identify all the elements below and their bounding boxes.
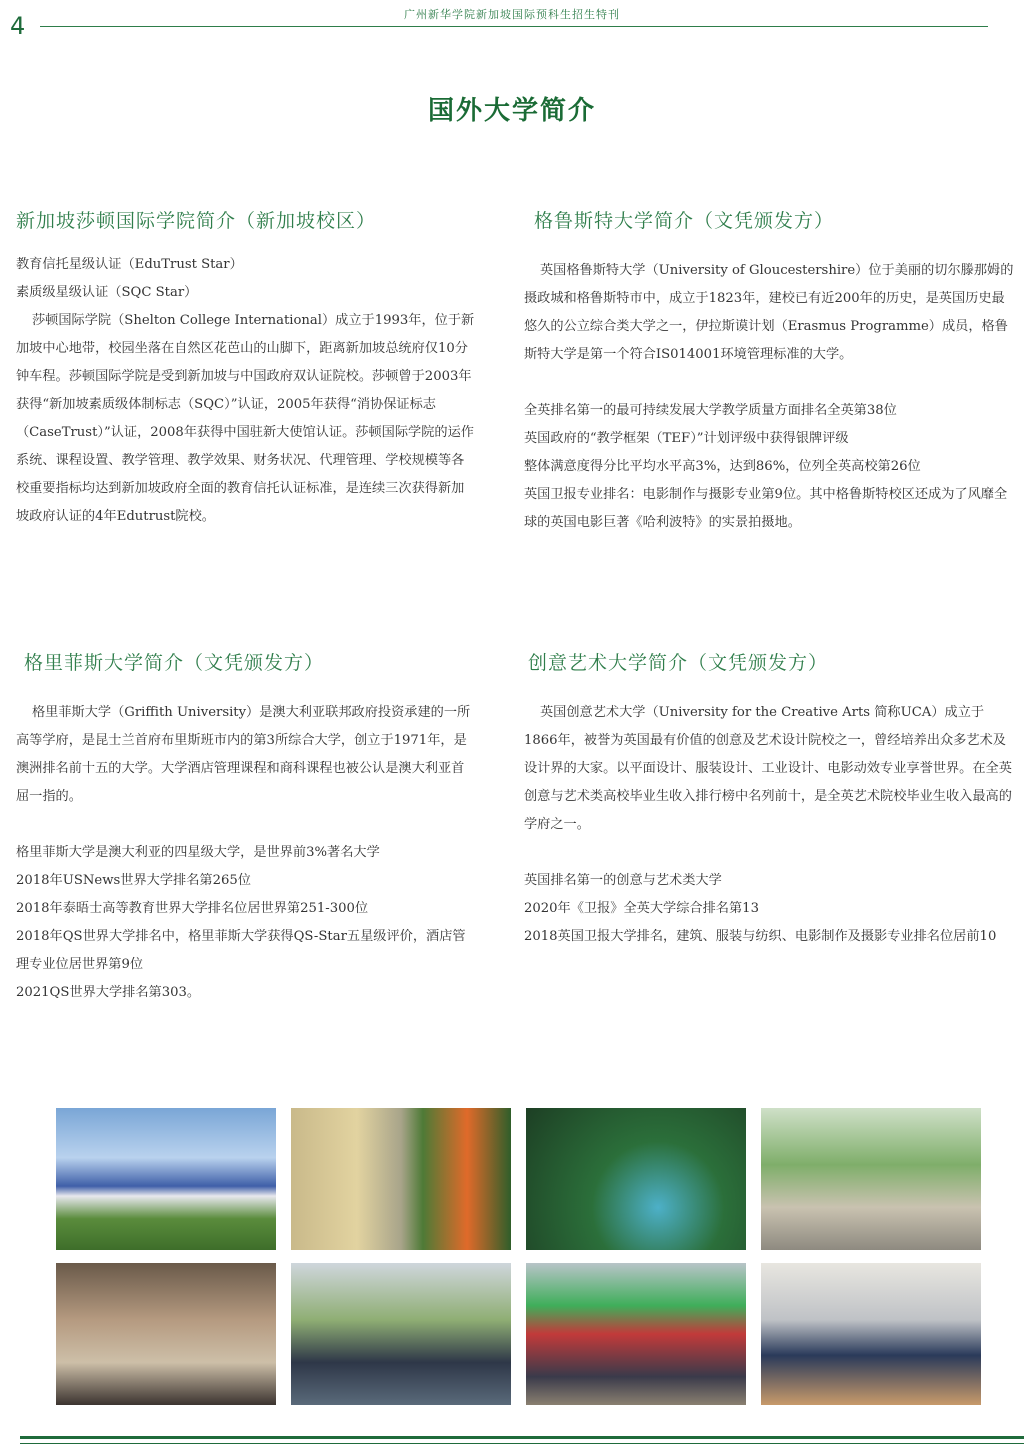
student-group-photo — [526, 1263, 746, 1405]
page-title: 国外大学简介 — [427, 96, 596, 126]
computer-lab-photo — [761, 1263, 981, 1405]
section-griffith — [16, 648, 476, 1007]
campus-building-photo — [56, 1108, 276, 1250]
header-title: 广州新华学院新加坡国际预科生招生特刊 — [404, 8, 620, 21]
list-item: 英国政府的“教学框架（TEF）”计划评级中获得银牌评级 — [524, 431, 849, 446]
section-creative-arts — [524, 648, 1014, 951]
list-item: 全英排名第一的最可持续发展大学教学质量方面排名全英第38位 — [524, 403, 897, 418]
list-item: 2021QS世界大学排名第303。 — [16, 985, 201, 1000]
paragraph: 莎顿国际学院（Shelton College International）成立于1993年，位于新加坡中心地带，校园坐落在自然区花芭山的山脚下，距离新加坡总统府仅10分钟车程。莎顿国际学院是受到新加坡与中国政府双认证院校。莎顿曾于2003年获得“新加坡素质级体制标志（SQC）”认证，2005年获得“消协保证标志（CaseTrust）”认证，2008年获得中国驻新大使馆认证。莎顿国际学院的运作系统、课程设置、教学管理、教学效果、财务状况、代理管理、学校规模等各校重要指标均达到新加坡政府全面的教育信托认证标准，是连续三次获得新加坡政府认证的4年Edutrust院校。 — [16, 313, 475, 524]
paragraph: 英国格鲁斯特大学（University of Gloucestershire）位于美丽的切尔滕那姆的摄政城和格鲁斯特市中，成立于1823年，建校已有近200年的历史，是英国历史最悠久的公立综合类大学之一，伊拉斯谟计划（Erasmus Programme）成员，格鲁斯特大学是第一个符合IS014001环境管理标准的大学。 — [524, 263, 1014, 362]
spacer — [524, 839, 1014, 867]
paragraph: 教育信托星级认证（EduTrust Star） — [16, 257, 243, 272]
list-item: 英国排名第一的创意与艺术类大学 — [524, 873, 722, 888]
list-item: 英国卫报专业排名：电影制作与摄影专业第9位。其中格鲁斯特校区还成为了风靡全球的英国电影巨著《哈利波特》的实景拍摄地。 — [524, 487, 1008, 530]
section-gloucestershire — [524, 206, 1014, 537]
section-heading: 创意艺术大学简介（文凭颁发方） — [528, 652, 829, 674]
section-heading: 格鲁斯特大学简介（文凭颁发方） — [534, 210, 835, 232]
list-item: 2018年USNews世界大学排名第265位 — [16, 873, 251, 888]
group-photo — [291, 1263, 511, 1405]
photo-gallery — [56, 1108, 984, 1405]
list-item: 格里菲斯大学是澳大利亚的四星级大学，是世界前3%著名大学 — [16, 845, 380, 860]
page-number: 4 — [10, 12, 26, 40]
footer-rule — [20, 1436, 1024, 1439]
student-activity-photo — [56, 1263, 276, 1405]
list-item: 整体满意度得分比平均水平高3%，达到86%，位列全英高校第26位 — [524, 459, 921, 474]
basketball-court-photo — [761, 1108, 981, 1250]
footer-rule-thin — [20, 1443, 1024, 1444]
film-class-photo — [526, 1108, 746, 1250]
spacer — [16, 811, 476, 839]
list-item: 2018英国卫报大学排名，建筑、服装与纺织、电影制作及摄影专业排名位居前10 — [524, 929, 997, 944]
section-heading: 格里菲斯大学简介（文凭颁发方） — [24, 652, 325, 674]
list-item: 2020年《卫报》全英大学综合排名第13 — [524, 901, 759, 916]
campus-courtyard-photo — [291, 1108, 511, 1250]
list-item: 2018年泰晤士高等教育世界大学排名位居世界第251-300位 — [16, 901, 369, 916]
section-shelton-college — [16, 206, 476, 531]
section-heading: 新加坡莎顿国际学院简介（新加坡校区） — [16, 210, 377, 232]
paragraph: 格里菲斯大学（Griffith University）是澳大利亚联邦政府投资承建的一所高等学府，是昆士兰首府布里斯班市内的第3所综合大学，创立于1971年，是澳洲排名前十五的大学。大学酒店管理课程和商科课程也被公认是澳大利亚首屈一指的。 — [16, 705, 471, 804]
header-rule — [40, 26, 988, 27]
spacer — [524, 369, 1014, 397]
list-item: 2018年QS世界大学排名中，格里菲斯大学获得QS-Star五星级评价，酒店管理专业位居世界第9位 — [16, 929, 466, 972]
paragraph: 素质级星级认证（SQC Star） — [16, 285, 198, 300]
paragraph: 英国创意艺术大学（University for the Creative Arts 简称UCA）成立于1866年，被誉为英国最有价值的创意及艺术设计院校之一，曾经培养出众多艺术及设计界的大家。以平面设计、服装设计、工业设计、电影动效专业享誉世界。在全英创意与艺术类高校毕业生收入排行榜中名列前十，是全英艺术院校毕业生收入最高的学府之一。 — [524, 705, 1012, 832]
